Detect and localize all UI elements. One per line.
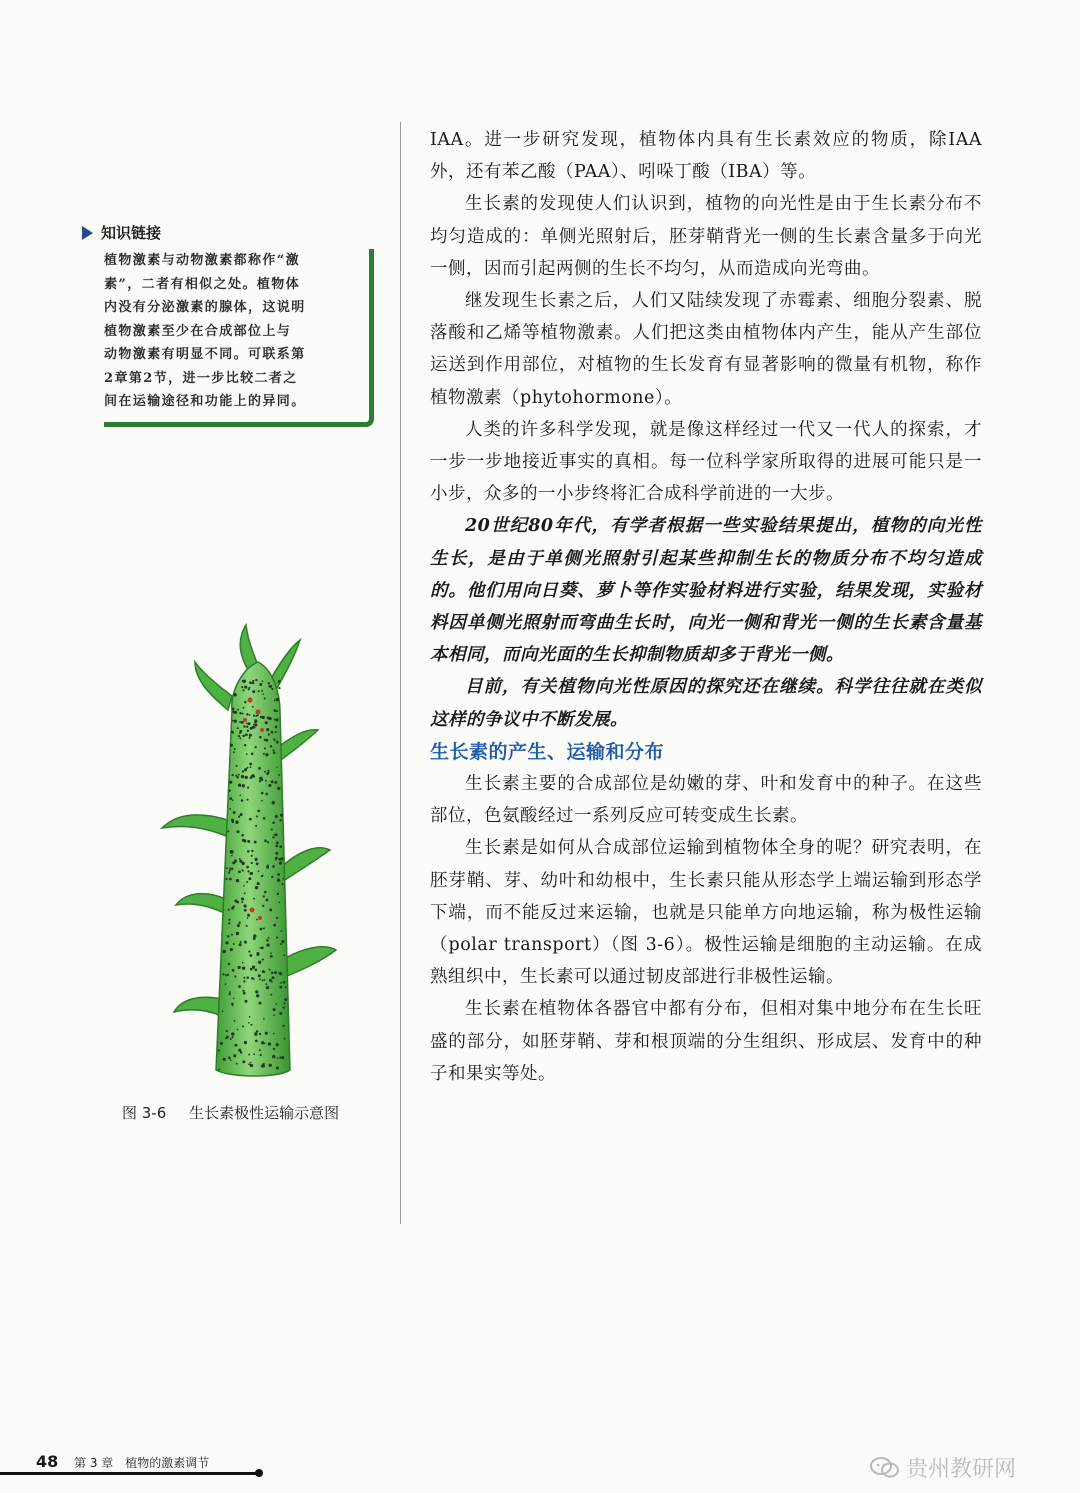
knowledge-link-line: 素”，二者有相似之处。植物体 bbox=[104, 276, 301, 292]
page-number: 48 bbox=[36, 1452, 59, 1471]
paragraph: 生长素在植物体各器官中都有分布，但相对集中地分布在生长旺盛的部分，如胚芽鞘、芽和根顶端的分生组织、形成层、发育中的种子和果实等处。 bbox=[430, 999, 982, 1084]
knowledge-link-body bbox=[104, 249, 374, 427]
knowledge-link-box bbox=[82, 222, 374, 427]
paragraph: 继发现生长素之后，人们又陆续发现了赤霉素、细胞分裂素、脱落酸和乙烯等植物激素。人们把这类由植物体内产生，能从产生部位运送到作用部位，对植物的生长发育有显著影响的微量有机物，称作植物激素（phytohormone）。 bbox=[430, 291, 982, 408]
chapter-label: 第 3 章 植物的激素调节 bbox=[74, 1456, 210, 1470]
knowledge-link-line: 植物激素至少在合成部位上与 bbox=[104, 323, 292, 339]
paragraph: 目前，有关植物向光性原因的探究还在继续。科学往往就在类似这样的争议中不断发展。 bbox=[430, 677, 982, 730]
paragraph: 生长素是如何从合成部位运输到植物体全身的呢？研究表明，在胚芽鞘、芽、幼叶和幼根中，生长素只能从形态学上端运输到形态学下端，而不能反过来运输，也就是只能单方向地运输，称为极性运输（polar transport）（图 3-6）。极性运输是细胞的主动运输。在成熟组织中，生长素可以通过韧皮部进行非极性运输。 bbox=[430, 838, 982, 988]
figure-caption bbox=[122, 1102, 339, 1123]
paragraph: 20世纪80年代，有学者根据一些实验结果提出，植物的向光性生长，是由于单侧光照射引起某些抑制生长的物质分布不均匀造成的。他们用向日葵、萝卜等作实验材料进行实验，结果发现，实验材料因单侧光照射而弯曲生长时，向光一侧和背光一侧的生长素含量基本相同，而向光面的生长抑制物质却多于背光一侧。 bbox=[430, 516, 982, 666]
knowledge-link-heading bbox=[82, 222, 374, 243]
knowledge-link-line: 动物激素有明显不同。可联系第 bbox=[104, 347, 306, 362]
knowledge-link-line: 内没有分泌激素的腺体，这说明 bbox=[104, 300, 306, 315]
paragraph: 生长素的发现使人们认识到，植物的向光性是由于生长素分布不均匀造成的：单侧光照射后，胚芽鞘背光一侧的生长素含量多于向光一侧，因而引起两侧的生长不均匀，从而造成向光弯曲。 bbox=[430, 194, 982, 279]
watermark-text: 贵州教研网 bbox=[906, 1457, 1017, 1482]
knowledge-link-line: 间在运输途径和功能上的异同。 bbox=[104, 394, 306, 409]
paragraph: 人类的许多科学发现，就是像这样经过一代又一代人的探索，才一步一步地接近事实的真相。每一位科学家所取得的进展可能只是一小步，众多的一小步终将汇合成科学前进的一大步。 bbox=[430, 419, 982, 505]
polar-transport-illustration bbox=[140, 600, 380, 1100]
knowledge-link-line: 2章第2节，进一步比较二者之 bbox=[104, 370, 298, 386]
column-divider bbox=[400, 122, 401, 1224]
knowledge-link-line: 植物激素与动物激素都称作“激 bbox=[104, 253, 301, 268]
footer-rule bbox=[0, 1472, 258, 1475]
watermark bbox=[870, 1452, 1016, 1483]
footer-dot bbox=[255, 1469, 263, 1477]
paragraph: IAA。进一步研究发现，植物体内具有生长素效应的物质，除IAA外，还有苯乙酸（PAA）、吲哚丁酸（IBA）等。 bbox=[430, 130, 982, 183]
figure-number: 图 3-6 bbox=[122, 1104, 167, 1122]
knowledge-link-title: 知识链接 bbox=[101, 224, 162, 242]
section-heading: 生长素的产生、运输和分布 bbox=[430, 740, 665, 763]
figure-title: 生长素极性运输示意图 bbox=[189, 1104, 340, 1122]
triangle-marker-icon bbox=[82, 226, 93, 240]
paragraph: 生长素主要的合成部位是幼嫩的芽、叶和发育中的种子。在这些部位，色氨酸经过一系列反应可转变成生长素。 bbox=[430, 774, 982, 827]
wechat-icon bbox=[870, 1456, 900, 1480]
main-text-column bbox=[430, 124, 982, 1090]
